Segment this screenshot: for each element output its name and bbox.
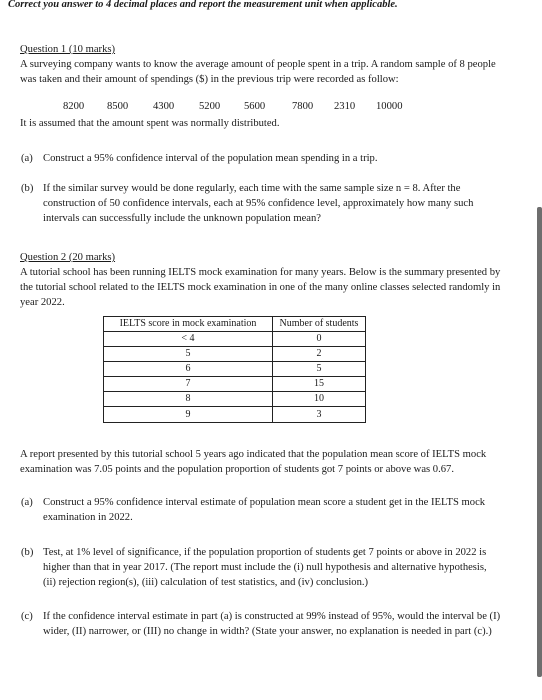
part-text: Test, at 1% level of significance, if the population proportion of students get 7 points or above in 2022 is higher than that in year 2017. (The report must include the (i) null hypothesis and alternative hypothesis, (ii) rejection region(s), (iii) calculation of test statistics, and (iv) conclusion.) [43,547,487,588]
instruction-line: Correct you answer to 4 decimal places and report the measurement unit when applicable. [8,0,398,10]
part-text: Construct a 95% confidence interval of the population mean spending in a trip. [43,153,378,164]
vertical-scrollbar[interactable] [537,207,542,677]
table-cell: 5 [273,362,366,377]
spending-value: 8500 [107,101,129,112]
table-cell: 9 [104,407,273,423]
table-cell: 15 [273,377,366,392]
table-cell: 7 [104,377,273,392]
spending-value: 5600 [244,101,266,112]
table-cell: 2 [273,347,366,362]
part-text: If the similar survey would be done regularly, each time with the same sample size n = 8. After the construction of 50 confidence intervals, each at 95% confidence level, approximately how many such intervals can successfully include the unknown population mean? [43,183,474,224]
question2-report: A report presented by this tutorial school 5 years ago indicated that the population mean score of IELTS mock examination was 7.05 points and the population proportion of students got 7 points or above was 0.67. [20,449,487,475]
table-header: IELTS score in mock examination [104,317,273,332]
spending-value: 10000 [376,101,403,112]
table-row [104,407,366,423]
part-text: If the confidence interval estimate in part (a) is constructed at 99% instead of 95%, would the interval be (I) wider, (II) narrower, or (III) no change in width? (State your answer, no explanation is needed in part (c).) [43,611,501,637]
part-label: (b) [21,547,34,558]
part-label: (c) [21,611,33,622]
table-row [104,347,366,362]
question1-assumption: It is assumed that the amount spent was normally distributed. [20,118,280,129]
spending-values [63,99,402,114]
part-label: (b) [21,183,34,194]
question1-heading: Question 1 (10 marks) [20,44,116,55]
spending-value: 8200 [63,101,85,112]
table-cell: 0 [273,332,366,347]
table-cell: 5 [104,347,273,362]
spending-value: 2310 [334,101,356,112]
question2-intro: A tutorial school has been running IELTS mock examination for many years. Below is the summary presented by the tutorial school related to the IELTS mock examination in one of the many online classes selected randomly in year 2022. [20,267,501,308]
spending-value: 4300 [153,101,175,112]
table-cell: < 4 [104,332,273,347]
question1-intro: A surveying company wants to know the average amount of people spent in a trip. A random sample of 8 people was taken and their amount of spendings ($) in the previous trip were recorded as follow: [20,59,496,85]
question2-heading: Question 2 (20 marks) [20,252,116,263]
table-cell: 10 [273,392,366,407]
table-cell: 6 [104,362,273,377]
table-cell: 3 [273,407,366,423]
table-header-row [104,317,366,332]
table-row [104,377,366,392]
table-row [104,362,366,377]
spending-value: 5200 [199,101,221,112]
table-row [104,332,366,347]
part-text: Construct a 95% confidence interval estimate of population mean score a student get in the IELTS mock examination in 2022. [43,497,486,523]
table-cell: 8 [104,392,273,407]
table-row [104,392,366,407]
part-label: (a) [21,497,33,508]
table-header: Number of students [273,317,366,332]
ielts-score-table [103,316,366,423]
part-label: (a) [21,153,33,164]
spending-value: 7800 [292,101,314,112]
